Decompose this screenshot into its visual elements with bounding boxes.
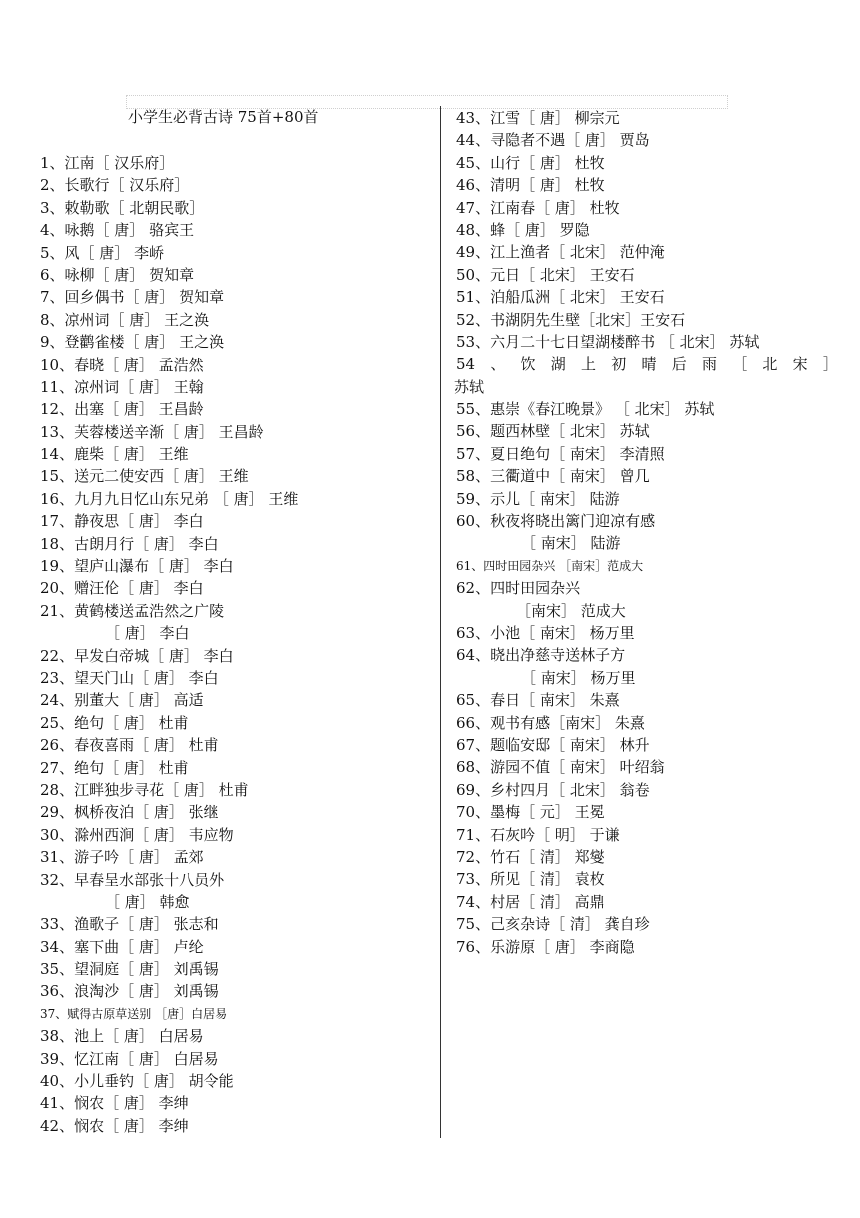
poem-item: 9、登鹳雀楼［ 唐］ 王之涣: [40, 333, 225, 352]
poem-item: 10、春晓［ 唐］ 孟浩然: [40, 355, 204, 374]
poem-item: 45、山行［ 唐］ 杜牧: [456, 153, 605, 172]
poem-item: [456, 644, 846, 689]
poem-title-line: 62、四时田园杂兴: [456, 579, 581, 598]
poem-item: 11、凉州词［ 唐］ 王翰: [40, 377, 204, 396]
poem-item: 65、春日［ 南宋］ 朱熹: [456, 691, 620, 710]
poem-item: 53、六月二十七日望湖楼醉书 ［ 北宋］ 苏轼: [456, 332, 760, 351]
poem-item: 31、游子吟［ 唐］ 孟郊: [40, 848, 204, 867]
page-title: 小学生必背古诗 75首+80首: [128, 108, 319, 126]
poem-item: 47、江南春［ 唐］ 杜牧: [456, 198, 620, 217]
poem-item: 37、赋得古原草送别 ［唐］白居易: [40, 1006, 228, 1021]
poem-item: 72、竹石［ 清］ 郑燮: [456, 847, 605, 866]
poem-item: 4、咏鹅［ 唐］ 骆宾王: [40, 221, 195, 240]
poem-item: 50、元日［ 北宋］ 王安石: [456, 265, 635, 284]
poem-item: 58、三衢道中［ 南宋］ 曾几: [456, 467, 650, 486]
poem-item: 40、小儿垂钓［ 唐］ 胡令能: [40, 1072, 234, 1091]
poem-item: [40, 600, 436, 645]
poem-item: 22、早发白帝城［ 唐］ 李白: [40, 646, 234, 665]
poem-item: 25、绝句［ 唐］ 杜甫: [40, 713, 189, 732]
poem-item: 27、绝句［ 唐］ 杜甫: [40, 758, 189, 777]
poem-author-line: ［南宋］ 范成大: [516, 601, 626, 620]
text-part: 北: [762, 355, 778, 374]
poem-item: 68、游园不值［ 南宋］ 叶绍翁: [456, 758, 665, 777]
poem-list-right: [456, 107, 846, 958]
poem-item: 29、枫桥夜泊［ 唐］ 张继: [40, 803, 219, 822]
poem-title-line: 60、秋夜将晓出篱门迎凉有感: [456, 512, 656, 531]
poem-item: 59、示儿［ 南宋］ 陆游: [456, 489, 620, 508]
poem-item: 75、己亥杂诗［ 清］ 龚自珍: [456, 915, 650, 934]
poem-item: 18、古朗月行［ 唐］ 李白: [40, 534, 219, 553]
poem-item: 55、惠崇《春江晚景》 ［ 北宋］ 苏轼: [456, 400, 715, 419]
poem-item: 34、塞下曲［ 唐］ 卢纶: [40, 937, 204, 956]
poem-item: 56、题西林壁［ 北宋］ 苏轼: [456, 422, 650, 441]
poem-item: 15、送元二使安西［ 唐］ 王维: [40, 467, 249, 486]
poem-author-line: ［ 唐］ 韩愈: [105, 892, 190, 911]
text-part: ］: [822, 355, 838, 374]
text-part: 晴: [641, 355, 657, 374]
text-part: 后: [671, 355, 687, 374]
poem-item: 63、小池［ 南宋］ 杨万里: [456, 624, 635, 643]
poem-item: 61、四时田园杂兴 ［南宋］范成大: [456, 558, 644, 573]
poem-item: 71、石灰吟［ 明］ 于谦: [456, 825, 620, 844]
poem-item: 5、风［ 唐］ 李峤: [40, 243, 165, 262]
poem-item: 49、江上渔者［ 北宋］ 范仲淹: [456, 243, 665, 262]
poem-item: 70、墨梅［ 元］ 王冕: [456, 803, 605, 822]
poem-item: 73、所见［ 清］ 袁枚: [456, 870, 605, 889]
text-part: 饮: [520, 355, 536, 374]
poem-item: [40, 869, 436, 914]
poem-item: 69、乡村四月［ 北宋］ 翁卷: [456, 780, 650, 799]
poem-item: 33、渔歌子［ 唐］ 张志和: [40, 915, 219, 934]
poem-author-line: ［ 南宋］ 杨万里: [521, 668, 636, 687]
poem-item: 76、乐游原［ 唐］ 李商隐: [456, 937, 635, 956]
poem-item: 38、池上［ 唐］ 白居易: [40, 1027, 204, 1046]
poem-item: 48、蜂［ 唐］ 罗隐: [456, 220, 590, 239]
poem-item: 14、鹿柴［ 唐］ 王维: [40, 445, 189, 464]
poem-item: 35、望洞庭［ 唐］ 刘禹锡: [40, 960, 219, 979]
poem-author-line: ［ 南宋］ 陆游: [521, 534, 621, 553]
poem-item: 28、江畔独步寻花［ 唐］ 杜甫: [40, 780, 249, 799]
poem-item: 24、别董大［ 唐］ 高适: [40, 691, 204, 710]
poem-item: 23、望天门山［ 唐］ 李白: [40, 669, 219, 687]
poem-item: 19、望庐山瀑布［ 唐］ 李白: [40, 557, 234, 576]
text-part: 雨: [701, 355, 717, 374]
poem-list-left: [40, 152, 436, 1137]
poem-item: 26、春夜喜雨［ 唐］ 杜甫: [40, 736, 219, 755]
poem-item: 7、回乡偶书［ 唐］ 贺知章: [40, 288, 225, 307]
poem-item: 43、江雪［ 唐］ 柳宗元: [456, 109, 620, 127]
poem-item: 44、寻隐者不遇［ 唐］ 贾岛: [456, 131, 650, 150]
poem-item: 67、题临安邸［ 南宋］ 林升: [456, 736, 650, 754]
poem-item: 36、浪淘沙［ 唐］ 刘禹锡: [40, 982, 219, 1001]
poem-title-line: 21、黄鹤楼送孟浩然之广陵: [40, 601, 225, 620]
poem-title-line: 32、早春呈水部张十八员外: [40, 870, 225, 889]
poem-item: 3、敕勒歌［ 北朝民歌］: [40, 198, 205, 217]
poem-item: 8、凉州词［ 唐］ 王之涣: [40, 310, 210, 329]
poem-title-line-justified: [456, 353, 838, 375]
poem-item: 13、芙蓉楼送辛渐［ 唐］ 王昌龄: [40, 422, 264, 441]
poem-item: 51、泊船瓜洲［ 北宋］ 王安石: [456, 288, 665, 307]
poem-item: 30、滁州西涧［ 唐］ 韦应物: [40, 825, 234, 844]
poem-item: 42、悯农［ 唐］ 李绅: [40, 1116, 189, 1135]
poem-item: 41、悯农［ 唐］ 李绅: [40, 1094, 189, 1113]
text-part: 宋: [792, 355, 808, 374]
poem-item: 57、夏日绝句［ 南宋］ 李清照: [456, 444, 665, 463]
poem-author-line: ［ 唐］ 李白: [105, 624, 190, 643]
poem-item: 16、九月九日忆山东兄弟 ［ 唐］ 王维: [40, 489, 299, 508]
text-part: 初: [611, 355, 627, 374]
poem-item: 66、观书有感［南宋］ 朱熹: [456, 713, 645, 732]
text-part: 、: [490, 355, 506, 374]
poem-item: 17、静夜思［ 唐］ 李白: [40, 512, 204, 531]
text-part: 湖: [550, 355, 566, 374]
poem-title-line: 64、晓出净慈寺送林子方: [456, 646, 626, 665]
column-divider: [440, 106, 441, 1138]
poem-item: 46、清明［ 唐］ 杜牧: [456, 176, 605, 195]
text-part: ［: [732, 355, 748, 374]
poem-item: [456, 353, 846, 398]
poem-item: 12、出塞［ 唐］ 王昌龄: [40, 400, 204, 419]
poem-author-line: 苏轼: [454, 377, 485, 396]
poem-item: 6、咏柳［ 唐］ 贺知章: [40, 265, 195, 284]
poem-item: 20、赠汪伦［ 唐］ 李白: [40, 579, 204, 598]
text-part: 54: [456, 355, 476, 374]
poem-item: 2、长歌行［ 汉乐府］: [40, 176, 190, 195]
poem-item: 1、江南［ 汉乐府］: [40, 154, 175, 172]
text-part: 上: [581, 355, 597, 374]
poem-item: [456, 577, 846, 622]
poem-item: 39、忆江南［ 唐］ 白居易: [40, 1049, 219, 1068]
poem-item: 74、村居［ 清］ 高鼎: [456, 892, 605, 911]
poem-item: 52、书湖阴先生壁［北宋］王安石: [456, 310, 686, 329]
poem-item: [456, 510, 846, 555]
